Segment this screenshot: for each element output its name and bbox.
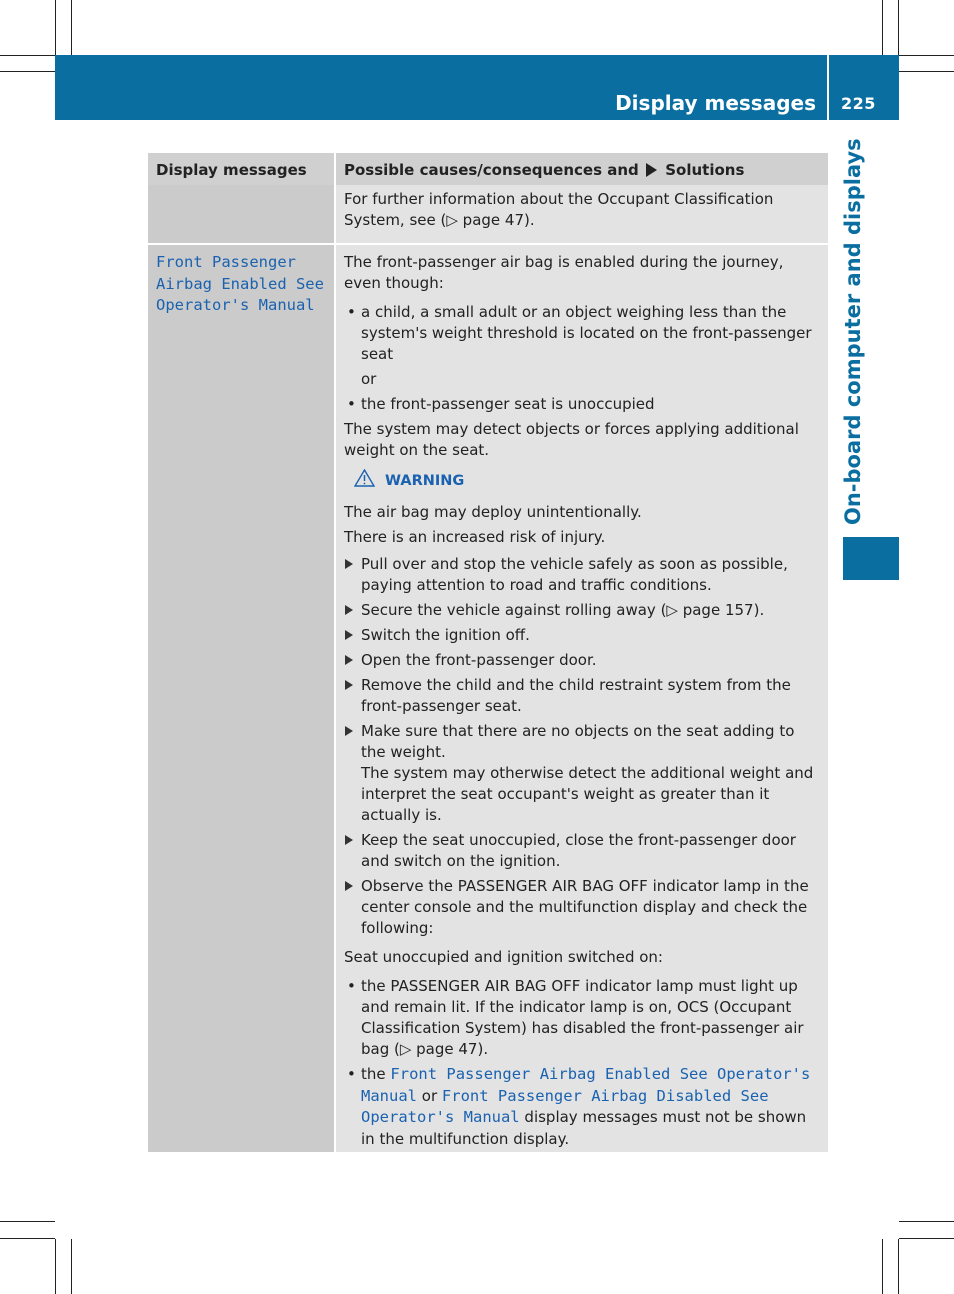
paragraph: The air bag may deploy unintentionally. [344, 503, 642, 521]
list-item-text: a child, a small adult or an object weighing less than the system's weight threshold is located on the front-passenger seat [361, 303, 812, 363]
step-arrow-icon [345, 835, 353, 845]
column-header-label: Possible causes/consequences and [344, 161, 639, 179]
chapter-tab [843, 537, 899, 580]
page-number: 225 [841, 94, 876, 113]
column-header-causes [335, 153, 828, 185]
display-message-text: Front Passenger Airbag Enabled See Operator's Manual [156, 253, 324, 314]
paragraph: There is an increased risk of injury. [344, 528, 606, 546]
step-text: Keep the seat unoccupied, close the front-passenger door and switch on the ignition. [361, 831, 796, 870]
crop-mark [882, 0, 883, 55]
step-arrow-icon [345, 605, 353, 615]
paragraph: Seat unoccupied and ignition switched on: [344, 948, 663, 966]
arrow-right-icon [646, 163, 657, 177]
warning-label: WARNING [385, 473, 465, 489]
crop-mark [71, 0, 72, 55]
paragraph: The front-passenger air bag is enabled during the journey, even though: [344, 253, 784, 292]
display-message-text: Front Passenger Airbag Disabled See Operator's Manual [361, 1086, 769, 1126]
list-item-text: the [361, 1065, 386, 1083]
step-arrow-icon [345, 881, 353, 891]
crop-mark [0, 71, 55, 72]
table-row [148, 245, 828, 1152]
crop-mark [899, 71, 954, 72]
step-text: Open the front-passenger door. [361, 651, 597, 669]
column-header-messages [148, 153, 335, 185]
crop-mark [899, 1221, 954, 1222]
column-header-label: Display messages [156, 161, 307, 179]
header-divider [827, 55, 829, 120]
paragraph: The system may detect objects or forces applying additional weight on the seat. [344, 420, 799, 459]
step-arrow-icon [345, 630, 353, 640]
list-item-text: the front-passenger seat is unoccupied [361, 395, 655, 413]
step-item [344, 554, 821, 596]
display-messages-table [148, 153, 828, 1152]
step-item [344, 600, 821, 621]
bullet-icon: • [347, 977, 356, 995]
column-header-label: Solutions [665, 161, 745, 179]
table-row [148, 185, 828, 243]
table-header-row [148, 153, 828, 185]
step-arrow-icon [345, 680, 353, 690]
crop-mark [0, 1221, 55, 1222]
solution-cell [335, 185, 828, 243]
step-arrow-icon [345, 559, 353, 569]
warning-triangle-icon [354, 469, 375, 494]
crop-mark [0, 1238, 55, 1239]
step-arrow-icon [345, 726, 353, 736]
step-text: Pull over and stop the vehicle safely as soon as possible, paying attention to road and traffic conditions. [361, 555, 788, 594]
section-title: Display messages [615, 91, 816, 115]
step-item [344, 675, 821, 717]
solution-cell [335, 245, 828, 1152]
step-item [344, 830, 821, 872]
warning-heading [354, 469, 821, 494]
step-text: Remove the child and the child restraint system from the front-passenger seat. [361, 676, 791, 715]
crop-mark [55, 1239, 56, 1294]
paragraph: or [361, 370, 377, 388]
list-item-text: display messages must not be shown in the multifunction display. [361, 1108, 807, 1148]
list-item [344, 394, 821, 415]
chapter-tab-label: On-board computer and displays [841, 138, 865, 525]
message-cell [148, 185, 335, 243]
crop-mark [899, 55, 954, 56]
list-item [344, 1064, 821, 1150]
crop-mark [0, 55, 55, 56]
display-message-text: Front Passenger Airbag Enabled See Operator's Manual [361, 1065, 811, 1105]
bullet-icon: • [347, 1065, 356, 1083]
step-text: Observe the PASSENGER AIR BAG OFF indicator lamp in the center console and the multifunction display and check the following: [361, 877, 809, 937]
crop-mark [55, 0, 56, 55]
list-item [344, 976, 821, 1060]
crop-mark [898, 1239, 899, 1294]
list-item-text: the PASSENGER AIR BAG OFF indicator lamp must light up and remain lit. If the indicator lamp is on, OCS (Occupant Classification System) has disabled the front-passenger air bag (▷ page 47). [361, 977, 804, 1058]
crop-mark [899, 1238, 954, 1239]
step-note: The system may otherwise detect the additional weight and interpret the seat occupant's weight as greater than it actually is. [361, 764, 814, 824]
step-item [344, 721, 821, 826]
list-item [344, 302, 821, 365]
crop-mark [882, 1239, 883, 1294]
step-item [344, 625, 821, 646]
crop-mark [898, 0, 899, 55]
step-item [344, 876, 821, 939]
header-bar [55, 55, 899, 120]
step-text: Make sure that there are no objects on the seat adding to the weight. [361, 722, 795, 761]
paragraph: For further information about the Occupant Classification System, see (▷ page 47). [344, 190, 774, 229]
bullet-icon: • [347, 395, 356, 413]
crop-mark [71, 1239, 72, 1294]
step-arrow-icon [345, 655, 353, 665]
list-item-text: or [421, 1086, 438, 1105]
step-text: Secure the vehicle against rolling away (▷ page 157). [361, 601, 765, 619]
message-cell [148, 245, 335, 1152]
bullet-icon: • [347, 303, 356, 321]
step-text: Switch the ignition off. [361, 626, 530, 644]
step-item [344, 650, 821, 671]
